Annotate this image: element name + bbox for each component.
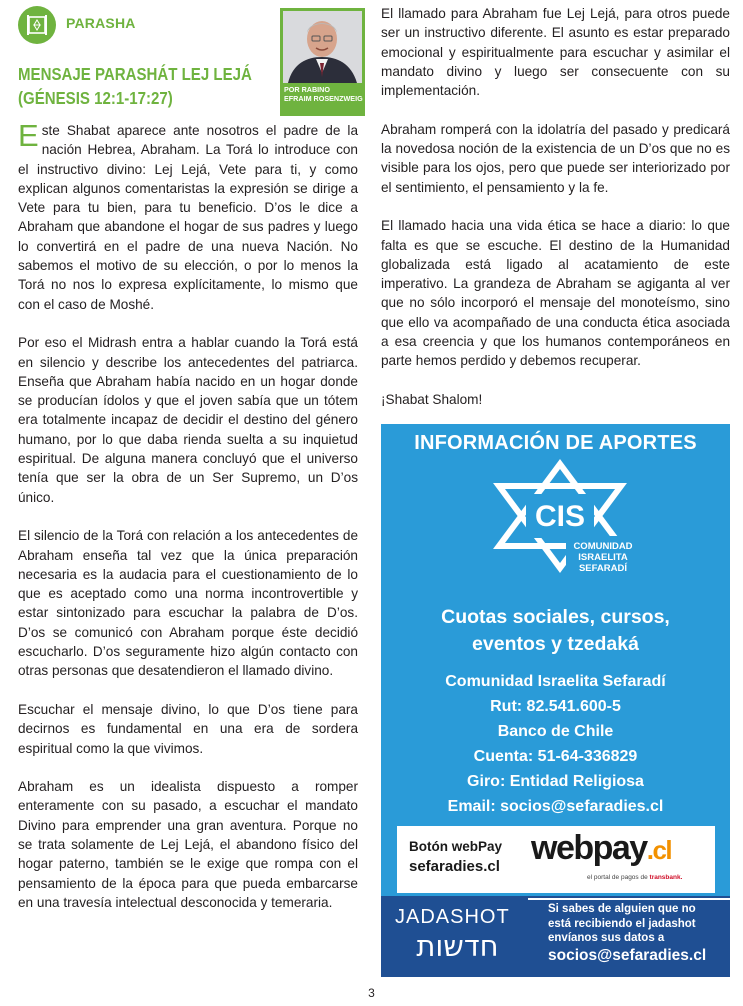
jadashot-title: JADASHOT bbox=[395, 906, 510, 928]
paragraph-2: Por eso el Midrash entra a hablar cuando la Torá está en silencio y describe los antecedentes del patriarca. Enseña que Abraham había nacido en un hogar donde se producían ídolos y que el joven sabía que un tótem era totalmente incapaz de decidir el destino del género humano, por lo que daba rienda suelta a su inquietud espiritual. De alguna manera concluyó que el universo tenía que ser la obra de un Ser Supremo, un D’os único. bbox=[18, 335, 358, 505]
bank-name: Banco de Chile bbox=[497, 723, 614, 740]
article-title: MENSAJE PARASHÁT LEJ LEJÁ bbox=[18, 64, 252, 84]
tagline-line-2: eventos y tzedaká bbox=[472, 633, 639, 655]
page-number: 3 bbox=[368, 986, 375, 1000]
paragraph-4: Escuchar el mensaje divino, lo que D’os tiene para decirnos es fundamental en una era de sordera espiritual como la que vivimos. bbox=[18, 701, 358, 756]
article-right-column bbox=[381, 4, 730, 429]
giro: Giro: Entidad Religiosa bbox=[467, 773, 644, 790]
account-number: Cuenta: 51-64-336829 bbox=[473, 748, 638, 765]
torah-scroll-icon bbox=[18, 6, 56, 44]
cis-caption-3: SEFARADÍ bbox=[578, 563, 628, 574]
author-name: EFRAIM ROSENZWEIG bbox=[284, 94, 363, 103]
jadashot-hebrew: חדשות bbox=[416, 929, 499, 963]
paragraph-6: El llamado para Abraham fue Lej Lejá, para otros puede ser un instructivo diferente. El asunto es estar preparado emocional y espiritualmente para escuchar y asimilar el mandato divino y luego ser consecuente con su implementación. bbox=[381, 6, 730, 99]
author-byline: POR RABINO bbox=[284, 85, 330, 94]
webpay-logo: webpay.cl bbox=[531, 829, 672, 867]
cis-caption-2: ISRAELITA bbox=[578, 552, 628, 563]
rut-number: Rut: 82.541.600-5 bbox=[490, 698, 621, 715]
webpay-label-2: sefaradies.cl bbox=[409, 858, 500, 875]
jadashot-divider bbox=[528, 898, 730, 900]
article-left-column bbox=[18, 118, 358, 931]
tagline-line-1: Cuotas sociales, cursos, bbox=[441, 606, 670, 628]
paragraph-3: El silencio de la Torá con relación a los antecedentes de Abraham enseña tal vez que la única preparación necesaria es la audacia para el cuestionamiento de lo que es aceptado como una norma incontrovertible y estar sintonizado para escuchar la palabra de D’os. D’os se comunicó con Abraham porque éste decidió escucharlo. D’os seguramente hizo algún contacto con otras personas que desatendieron el llamado divino. bbox=[18, 528, 358, 679]
article-reference: (GÉNESIS 12:1-17:27) bbox=[18, 88, 173, 108]
webpay-subtitle: el portal de pagos de transbank. bbox=[587, 874, 683, 881]
contributions-title: INFORMACIÓN DE APORTES bbox=[414, 432, 697, 454]
author-photo bbox=[283, 11, 362, 83]
paragraph-7: Abraham romperá con la idolatría del pasado y predicará la novedosa noción de la existencia de un D’os que no es visible para los ojos, pero que puede ser interiorizado por el sentimiento, el pensamiento y la fe. bbox=[381, 121, 730, 195]
paragraph-1: Este Shabat aparece ante nosotros el padre de la nación Hebrea, Abraham. La Torá lo introduce con el instructivo divino: Lej Lejá, Vete para ti, y como explican algunos comentaristas la expresión se dirige a Vete para tu bien, para tu beneficio. D’os le dice a Abraham que abandone el hogar de sus padres y luego lo convertirá en el padre de una nueva Nación. No sabemos el motivo de su elección, o por lo menos la Torá no nos lo expresa explícitamente, lo mismo que con el caso de Moshé. bbox=[18, 118, 358, 312]
dropcap: E bbox=[18, 118, 39, 153]
cis-logo-letters: CIS bbox=[534, 500, 586, 533]
webpay-label-1: Botón webPay bbox=[409, 839, 503, 854]
cis-caption-1: COMUNIDAD bbox=[573, 541, 633, 552]
paragraph-8: El llamado hacia una vida ética se hace a diario: lo que falta es que se escuche. El destino de la Humanidad globalizada está ligado al acatamiento de este imperativo. La grandeza de Abraham se agiganta al ver que no sólo incorporó el mensaje del monoteísmo, sino que ello va acompañado de una conducta ética asociada a esa creencia y que los humanos contemporáneos en parte hemos perdido y debemos recuperar. bbox=[381, 218, 730, 369]
jadashot-message: Si sabes de alguien que no está recibiendo el jadashot envíanos sus datos a bbox=[548, 903, 696, 944]
section-label: PARASHA bbox=[66, 15, 136, 31]
org-name: Comunidad Israelita Sefaradí bbox=[445, 673, 666, 690]
email-line[interactable]: Email: socios@sefaradies.cl bbox=[447, 798, 664, 815]
paragraph-5: Abraham es un idealista dispuesto a romper enteramente con su pasado, a escuchar el mandato Divino para emprender una gran aventura. Porque no se trata solamente de Lej Lejá, el abandono físico del hogar paterno, también se le exige que rompa con el pensamiento de la época para que pueda embarcarse en una travesía intelectual desconocida y temeraria. bbox=[18, 779, 358, 910]
jadashot-email[interactable]: socios@sefaradies.cl bbox=[548, 947, 707, 964]
closing-greeting: ¡Shabat Shalom! bbox=[381, 391, 483, 407]
cis-logo bbox=[471, 456, 649, 574]
